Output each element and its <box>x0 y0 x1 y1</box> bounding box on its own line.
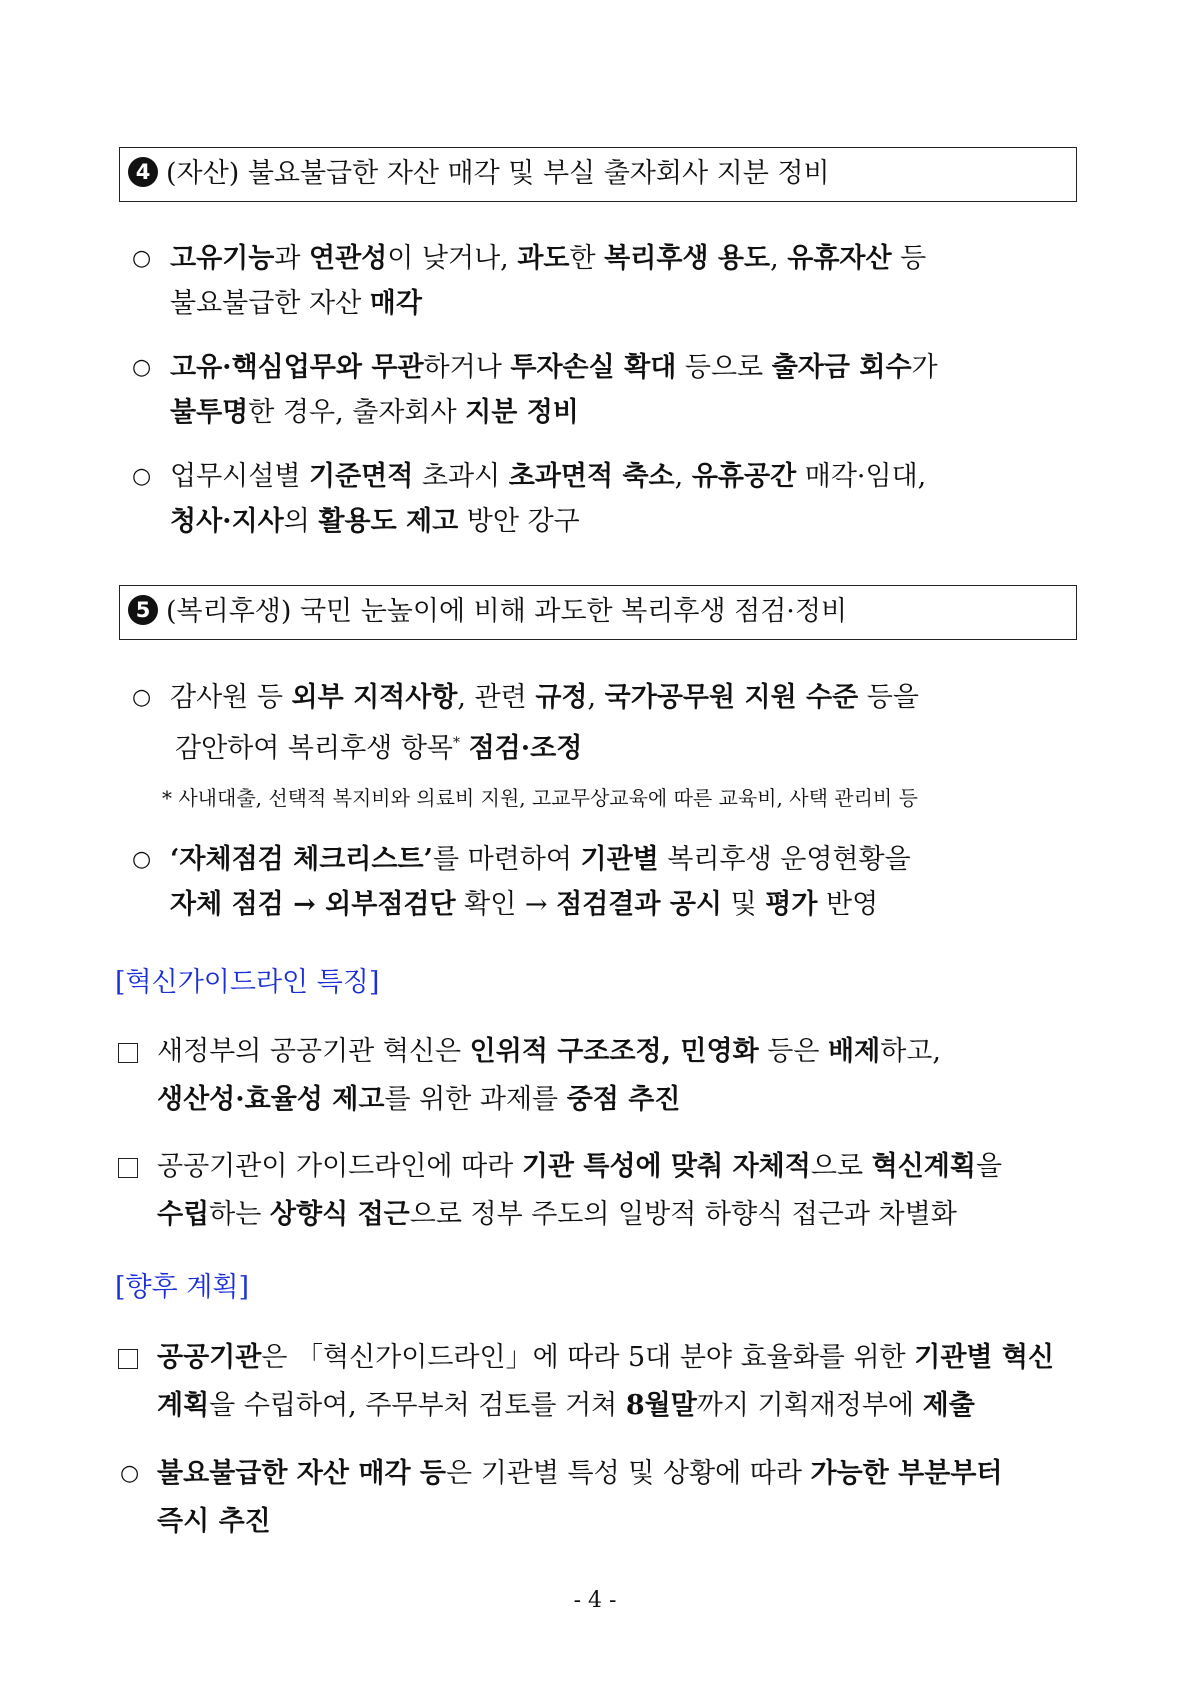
page-number: - 4 - <box>573 1588 617 1613</box>
section-title-plans: [향후 계획] <box>115 1272 249 1303</box>
bullet-circle-icon: ○ <box>132 246 152 271</box>
bold-text: 국가공무원 지원 수준 <box>604 682 859 713</box>
text: 을 <box>975 1151 1003 1182</box>
bold-text: 점검결과 공시 <box>556 889 723 920</box>
bold-text: 배제 <box>828 1036 881 1067</box>
bullet-circle-icon: ○ <box>132 685 152 710</box>
text: 한 경우, 출자회사 <box>248 397 466 428</box>
bullet-circle-icon: ○ <box>132 847 152 872</box>
bullet-circle-icon: ○ <box>120 1461 140 1486</box>
bold-text: 생산성·효율성 제고 <box>157 1084 385 1115</box>
text: 등 <box>891 243 927 274</box>
bold-text: 제출 <box>922 1390 975 1421</box>
text: 등은 <box>758 1036 829 1067</box>
bold-text: 출자금 회수 <box>771 352 912 383</box>
text: , <box>674 461 692 492</box>
text: 확인 → <box>455 889 557 920</box>
bold-text: 계획 <box>157 1390 210 1421</box>
heading-text: (복리후생) 국민 눈높이에 비해 과도한 복리후생 점검·정비 <box>166 596 848 627</box>
text: 를 마련하여 <box>432 844 581 875</box>
text: 등으로 <box>676 352 772 383</box>
text: 까지 기획재정부에 <box>696 1390 923 1421</box>
text: 를 위한 과제를 <box>384 1084 567 1115</box>
bullet-circle-icon: ○ <box>132 355 152 380</box>
bold-text: 기준면적 <box>309 461 414 492</box>
text: 하거나 <box>423 352 511 383</box>
bullet-square-icon <box>118 1349 138 1369</box>
bold-text: 가능한 부분부터 <box>810 1458 1003 1489</box>
text-line <box>170 838 911 882</box>
bold-text: ‘자체점검 체크리스트’ <box>170 844 433 875</box>
text: 불요불급한 자산 <box>170 288 370 319</box>
bold-text: 연관성 <box>309 243 388 274</box>
bold-text: 자체 점검 → 외부점검단 <box>170 889 456 920</box>
text: 하고, <box>880 1036 941 1067</box>
text-line <box>175 721 582 771</box>
bold-text: 8월말 <box>625 1390 697 1421</box>
bold-text: 평가 <box>765 889 818 920</box>
bold-text: 지분 정비 <box>465 397 579 428</box>
circled-number-4: 4 <box>128 157 158 187</box>
bold-text: 기관별 혁신 <box>914 1342 1055 1373</box>
bold-text: 매각 <box>369 288 422 319</box>
bold-text: 초과면적 축소 <box>508 461 675 492</box>
bold-text: 외부 지적사항 <box>291 682 458 713</box>
bold-text: 유휴공간 <box>691 461 797 492</box>
bold-text: 기관별 <box>580 844 659 875</box>
text: 감사원 등 <box>170 682 292 713</box>
bold-text: 과도 <box>517 243 570 274</box>
bold-text: 활용도 제고 <box>318 506 459 537</box>
text-line <box>170 282 422 326</box>
text: , <box>770 243 788 274</box>
text: 의 <box>283 506 319 537</box>
text: 복리후생 운영현황을 <box>658 844 911 875</box>
bold-text: 즉시 추진 <box>157 1506 271 1537</box>
bold-text: 유휴자산 <box>787 243 892 274</box>
bold-text: 인위적 구조조정, 민영화 <box>469 1036 759 1067</box>
bold-text: 수립 <box>157 1199 210 1230</box>
text-line <box>170 455 926 499</box>
bold-text: 불요불급한 자산 매각 등 <box>157 1458 447 1489</box>
text: 공공기관이 가이드라인에 따라 <box>157 1151 522 1182</box>
text-line <box>170 500 580 544</box>
text: , <box>587 682 605 713</box>
bold-text: 복리후생 용도 <box>604 243 771 274</box>
text: 업무시설별 <box>170 461 309 492</box>
text: 감안하여 복리후생 항목 <box>175 733 453 764</box>
bold-text: 기관 특성에 맞춰 자체적 <box>521 1151 811 1182</box>
text-line <box>170 346 938 390</box>
text: 은 기관별 특성 및 상황에 따라 <box>446 1458 811 1489</box>
text: 하는 <box>209 1199 270 1230</box>
bold-text: 투자손실 확대 <box>510 352 677 383</box>
section-title-features: [혁신가이드라인 특징] <box>115 967 380 998</box>
text: 방안 강구 <box>458 506 580 537</box>
bullet-circle-icon: ○ <box>132 464 152 489</box>
text-line <box>157 1193 957 1237</box>
text: 가 <box>911 352 938 383</box>
text-line <box>170 883 878 927</box>
text-line <box>157 1030 941 1074</box>
text-line <box>157 1336 1054 1380</box>
heading-box-assets <box>119 147 1077 202</box>
text: * <box>453 735 460 751</box>
text-line <box>157 1145 1002 1189</box>
text <box>460 733 469 764</box>
text: 한 <box>569 243 605 274</box>
bold-text: 고유·핵심업무와 무관 <box>170 352 424 383</box>
bold-text: 중점 추진 <box>566 1084 681 1115</box>
footnote: * 사내대출, 선택적 복지비와 의료비 지원, 고교무상교육에 따른 교육비, 사택 관리비 등 <box>162 786 918 810</box>
text: 으로 <box>810 1151 872 1182</box>
heading-box-welfare <box>119 585 1077 640</box>
text: 은 「혁신가이드라인」에 따라 5대 분야 효율화를 위한 <box>261 1342 915 1373</box>
text-line <box>157 1078 680 1122</box>
text: 및 <box>722 889 766 920</box>
bold-text: 고유기능 <box>170 243 275 274</box>
text: 으로 정부 주도의 일방적 하향식 접근과 차별화 <box>409 1199 957 1230</box>
bullet-square-icon <box>118 1158 138 1178</box>
bold-text: 공공기관 <box>157 1342 262 1373</box>
text: 과 <box>274 243 309 274</box>
text: 이 낮거나, <box>387 243 518 274</box>
bullet-square-icon <box>118 1043 138 1063</box>
text: 매각·임대, <box>796 461 927 492</box>
bold-text: 청사·지사 <box>170 506 284 537</box>
text-line <box>157 1452 1003 1496</box>
bold-text: 점검·조정 <box>468 733 583 764</box>
bold-text: 혁신계획 <box>871 1151 976 1182</box>
text-line <box>170 676 919 720</box>
text-line <box>157 1500 271 1544</box>
text-line <box>170 237 926 281</box>
text-line <box>170 391 579 435</box>
bold-text: 상향식 접근 <box>269 1199 410 1230</box>
text: 등을 <box>858 682 919 713</box>
circled-number-5: 5 <box>128 595 158 625</box>
text: 반영 <box>817 889 879 920</box>
bold-text: 규정 <box>535 682 588 713</box>
text: 새정부의 공공기관 혁신은 <box>157 1036 470 1067</box>
heading-text: (자산) 불요불급한 자산 매각 및 부실 출자회사 지분 정비 <box>166 158 830 189</box>
text: 을 수립하여, 주무부처 검토를 거쳐 <box>209 1390 626 1421</box>
text: , 관련 <box>457 682 536 713</box>
text: 초과시 <box>413 461 509 492</box>
text-line <box>157 1384 975 1428</box>
bold-text: 불투명 <box>170 397 249 428</box>
